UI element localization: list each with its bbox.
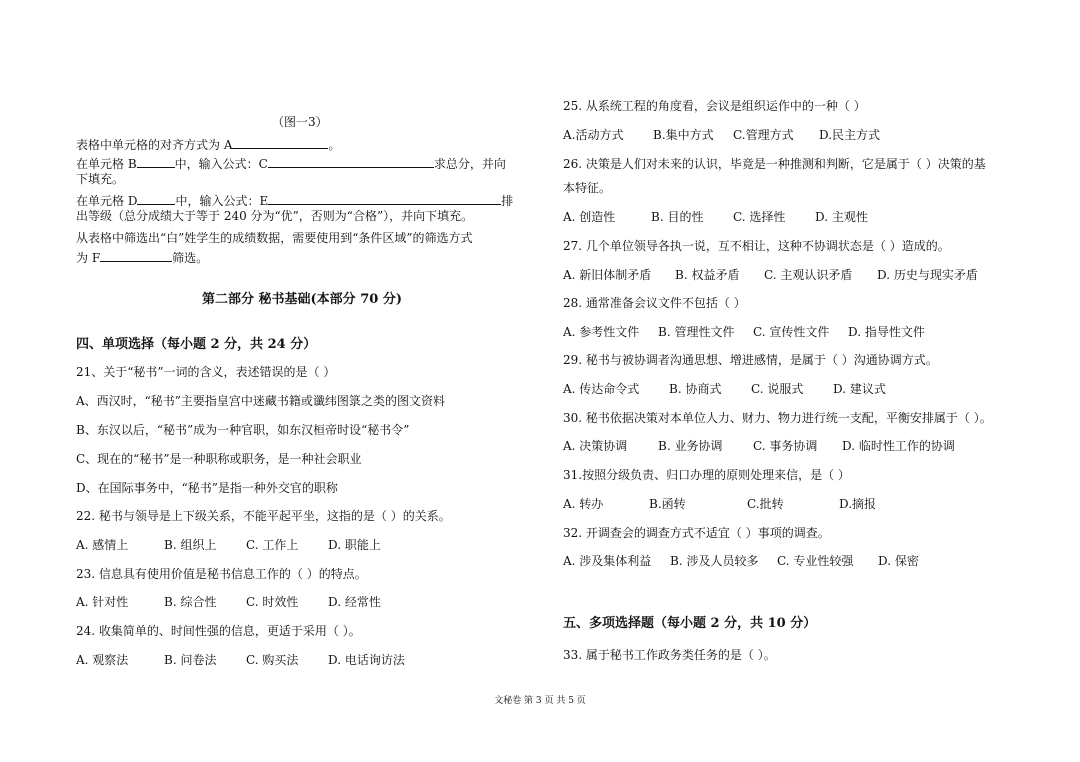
q28-stem: 28. 通常准备会议文件不包括（ ） — [563, 296, 746, 310]
answer-blank-a[interactable] — [232, 137, 328, 149]
q21-option-a: A、西汉时，“秘书”主要指皇宫中迷藏书籍或谶纬图箓之类的图文资料 — [76, 394, 445, 408]
question-sum-cont: 下填充。 — [76, 172, 125, 186]
q30-option-a: A. 决策协调 — [563, 439, 628, 453]
q26-option-d: D. 主观性 — [815, 210, 868, 224]
q27-options — [563, 268, 978, 283]
q21-option-c: C、现在的“秘书”是一种职称或职务，是一种社会职业 — [76, 452, 362, 466]
q24-option-a: A. 观察法 — [76, 653, 129, 667]
q27-option-d: D. 历史与现实矛盾 — [877, 268, 978, 282]
question-sum-part2: 中，输入公式：C — [174, 157, 268, 171]
q30-option-c: C. 事务协调 — [753, 439, 818, 453]
page-footer: 文秘卷 第 3 页 共 5 页 — [494, 696, 586, 706]
answer-blank-b[interactable] — [137, 156, 175, 168]
question-filter-cont — [76, 250, 208, 266]
q23-option-b: B. 综合性 — [164, 595, 217, 609]
question-sum — [76, 156, 506, 172]
question-rank-part3: 排 — [501, 194, 514, 208]
q28-option-a: A. 参考性文件 — [563, 325, 640, 339]
q27-stem: 27. 几个单位领导各执一说，互不相让，这种不协调状态是（ ）造成的。 — [563, 239, 950, 253]
q32-option-b: B. 涉及人员较多 — [670, 554, 759, 568]
question-sum-part3: 求总分，并向 — [433, 157, 506, 171]
q22-option-b: B. 组织上 — [164, 538, 217, 552]
q26-stem-cont: 本特征。 — [563, 181, 612, 195]
q21-option-b: B、东汉以后，“秘书”成为一种官职，如东汉桓帝时设“秘书令” — [76, 423, 410, 437]
q27-option-b: B. 权益矛盾 — [675, 268, 740, 282]
q30-options — [563, 439, 955, 454]
answer-blank-c[interactable] — [268, 156, 434, 168]
q30-option-b: B. 业务协调 — [658, 439, 723, 453]
q28-options — [563, 325, 925, 340]
q30-option-d: D. 临时性工作的协调 — [842, 439, 955, 453]
q32-stem: 32. 开调查会的调查方式不适宜（ ）事项的调查。 — [563, 526, 830, 540]
question-filter-part1: 为 F — [76, 251, 101, 265]
q31-stem: 31.按照分级负责、归口办理的原则处理来信，是（ ） — [563, 468, 850, 482]
q22-options — [76, 538, 381, 553]
q29-option-d: D. 建议式 — [833, 382, 886, 396]
q22-option-d: D. 职能上 — [328, 538, 381, 552]
q24-option-c: C. 购买法 — [246, 653, 299, 667]
q31-options — [563, 497, 876, 512]
q25-option-d: D.民主方式 — [819, 128, 881, 142]
q22-option-a: A. 感情上 — [76, 538, 129, 552]
question-rank — [76, 193, 513, 209]
answer-blank-f[interactable] — [100, 250, 172, 262]
q31-option-b: B.函转 — [649, 497, 686, 511]
q31-option-a: A. 转办 — [563, 497, 604, 511]
q23-option-c: C. 时效性 — [246, 595, 299, 609]
question-align-text: 表格中单元格的对齐方式为 A — [76, 138, 233, 152]
q26-option-b: B. 目的性 — [651, 210, 704, 224]
q25-stem: 25. 从系统工程的角度看，会议是组织运作中的一种（ ） — [563, 99, 866, 113]
q27-option-a: A. 新旧体制矛盾 — [563, 268, 652, 282]
question-rank-part1: 在单元格 D — [76, 194, 138, 208]
q29-stem: 29. 秘书与被协调者沟通思想、增进感情，是属于（ ）沟通协调方式。 — [563, 353, 938, 367]
q28-option-d: D. 指导性文件 — [848, 325, 925, 339]
answer-blank-e[interactable] — [268, 193, 501, 205]
q26-stem: 26. 决策是人们对未来的认识，毕竟是一种推测和判断，它是属于（ ）决策的基 — [563, 157, 986, 171]
q29-option-c: C. 说服式 — [751, 382, 804, 396]
figure-caption: （图一3） — [272, 115, 328, 129]
q25-option-c: C.管理方式 — [733, 128, 794, 142]
q23-option-a: A. 针对性 — [76, 595, 129, 609]
q32-option-a: A. 涉及集体利益 — [563, 554, 652, 568]
q33-stem: 33. 属于秘书工作政务类任务的是（ ）。 — [563, 648, 776, 662]
question-align: 表格中单元格的对齐方式为 A 。 — [76, 138, 341, 152]
q24-stem: 24. 收集简单的、时间性强的信息，更适于采用（ ）。 — [76, 624, 361, 638]
q25-option-a: A.活动方式 — [563, 128, 624, 142]
q23-stem: 23. 信息具有使用价值是秘书信息工作的（ ）的特点。 — [76, 567, 367, 581]
q29-option-a: A. 传达命令式 — [563, 382, 640, 396]
q29-option-b: B. 协商式 — [669, 382, 722, 396]
q21-stem: 21、关于“秘书”一词的含义，表述错误的是（ ） — [76, 365, 336, 379]
q26-option-c: C. 选择性 — [733, 210, 786, 224]
q24-option-d: D. 电话询访法 — [328, 653, 405, 667]
q22-option-c: C. 工作上 — [246, 538, 299, 552]
q32-option-d: D. 保密 — [878, 554, 919, 568]
question-filter: 从表格中筛选出“白”姓学生的成绩数据，需要使用到“条件区域”的筛选方式 — [76, 231, 473, 245]
section4-title: 四、单项选择（每小题 2 分，共 24 分） — [76, 337, 317, 352]
question-filter-part2: 筛选。 — [172, 251, 209, 265]
q24-option-b: B. 问卷法 — [164, 653, 217, 667]
q28-option-c: C. 宣传性文件 — [753, 325, 830, 339]
question-rank-cont: 出等级（总分成绩大于等于 240 分为“优”，否则为“合格”），并向下填充。 — [76, 209, 474, 223]
q26-options — [563, 210, 868, 225]
q25-options — [563, 128, 880, 143]
q24-options — [76, 653, 405, 668]
q29-options — [563, 382, 886, 397]
q28-option-b: B. 管理性文件 — [658, 325, 735, 339]
q25-option-b: B.集中方式 — [653, 128, 714, 142]
q32-options — [563, 554, 919, 569]
q31-option-d: D.摘报 — [839, 497, 877, 511]
q27-option-c: C. 主观认识矛盾 — [764, 268, 853, 282]
part2-title: 第二部分 秘书基础(本部分 70 分) — [202, 292, 402, 307]
question-sum-part1: 在单元格 B — [76, 157, 137, 171]
question-rank-part2: 中，输入公式：E — [175, 194, 269, 208]
q23-options — [76, 595, 381, 610]
q22-stem: 22. 秘书与领导是上下级关系，不能平起平坐，这指的是（ ）的关系。 — [76, 509, 451, 523]
q26-option-a: A. 创造性 — [563, 210, 616, 224]
q23-option-d: D. 经常性 — [328, 595, 381, 609]
q32-option-c: C. 专业性较强 — [777, 554, 854, 568]
answer-blank-d[interactable] — [137, 193, 175, 205]
q21-option-d: D、在国际事务中，“秘书”是指一种外交官的职称 — [76, 481, 338, 495]
q31-option-c: C.批转 — [747, 497, 784, 511]
q30-stem: 30. 秘书依据决策对本单位人力、财力、物力进行统一支配，平衡安排属于（ ）。 — [563, 411, 992, 425]
section5-title: 五、多项选择题（每小题 2 分，共 10 分） — [563, 616, 817, 631]
